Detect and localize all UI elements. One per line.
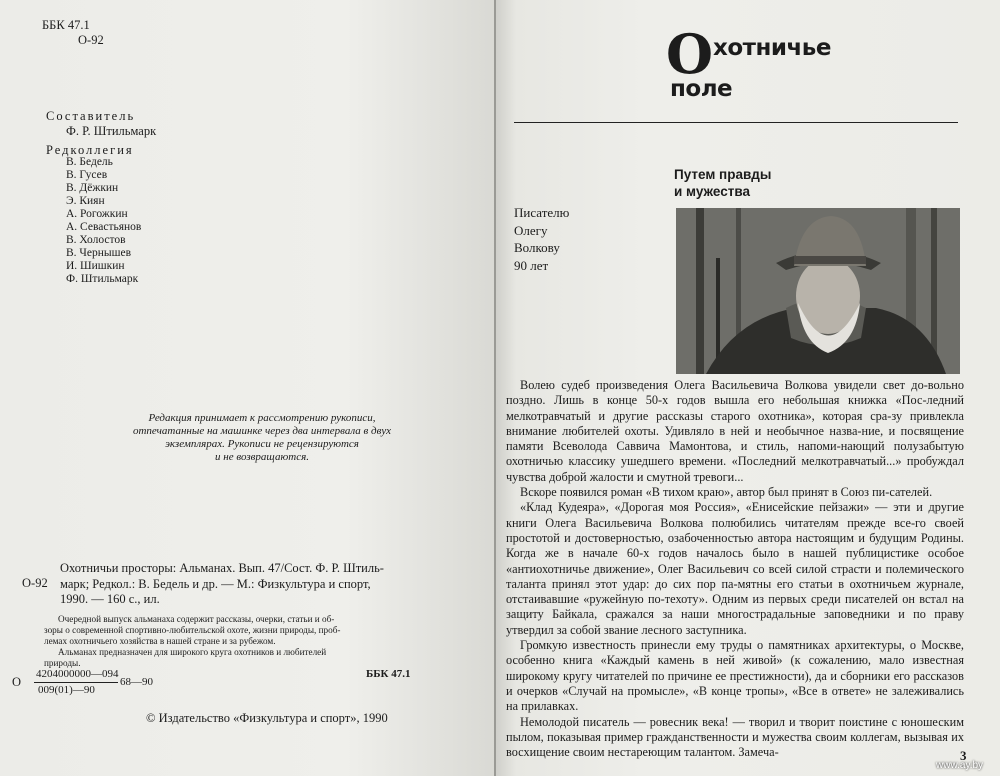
- copyright: © Издательство «Физкультура и спорт», 1990: [146, 711, 388, 725]
- board-member: В. Дёжкин: [66, 182, 119, 194]
- board-member: В. Бедель: [66, 156, 113, 168]
- title-rule: [514, 122, 958, 123]
- annotation-line: Очередной выпуск альманаха содержит рассказы, очерки, статьи и об-: [58, 614, 335, 624]
- board-member: И. Шишкин: [66, 260, 125, 272]
- author-photo: [676, 208, 960, 374]
- article-title-line: Путем правды: [674, 167, 772, 182]
- dedication-line: Олегу: [514, 222, 548, 238]
- portrait-illustration: [676, 208, 960, 374]
- section-title: [666, 22, 831, 86]
- title-initial: О: [666, 22, 714, 86]
- board-members: [66, 156, 141, 286]
- annotation-line: лемах охотничьего хозяйства в нашей стране и за рубежом.: [44, 636, 276, 646]
- index-top: 4204000000—094: [36, 668, 119, 680]
- annotation-line: природы.: [44, 658, 81, 668]
- board-member: В. Чернышев: [66, 247, 132, 259]
- page-number: 3: [960, 748, 967, 763]
- board-member: Ф. Штильмарк: [66, 273, 139, 285]
- index-bottom: 009(01)—90: [38, 684, 95, 696]
- article-paragraph: Вскоре появился роман «В тихом краю», автор был принят в Союз пи-сателей.: [520, 485, 933, 500]
- index-prefix: О: [12, 675, 22, 689]
- title-line2: поле: [670, 76, 733, 102]
- dedication-line: 90 лет: [514, 257, 549, 273]
- annotation-line: Альманах предназначен для широкого круга охотников и любителей: [58, 647, 327, 657]
- bib-code: О-92: [22, 576, 48, 590]
- annotation-line: зоры о современной спортивно-любительской охоте, жизни природы, проб-: [44, 625, 341, 635]
- index-num: 68—90: [120, 676, 153, 688]
- dedication: [514, 204, 569, 274]
- article-paragraph: Громкую известность принесли ему труды о памятниках архитектуры, о Москве, особенно книга «Каждый камень в ней живой» (к сожалению, мало известная широкому кругу читателей по причине ее престижности), да и сборники его рассказов и очерков «Случай на промысле», «В конце тропы», «Все в ответе» не залеживались на прилавках.: [506, 638, 964, 714]
- catalog-sub: О-92: [78, 33, 104, 47]
- dedication-line: Писателю: [514, 205, 570, 220]
- bbk-bottom: ББК 47.1: [366, 668, 411, 680]
- title-rest: хотничье: [713, 35, 831, 61]
- board-member: Э. Киян: [66, 195, 105, 207]
- board-heading: Редколлегия: [46, 143, 134, 157]
- bib-line: 1990. — 160 с., ил.: [60, 592, 160, 606]
- compiler-heading: Составитель: [46, 109, 136, 123]
- bib-line: Охотничьи просторы: Альманах. Вып. 47/Сост. Ф. Р. Штиль-: [60, 561, 384, 575]
- right-page: [496, 0, 1000, 776]
- article-paragraph: Немолодой писатель — ровесник века! — творил и творит поистине с юношеским пылом, показывая пример гражданственности и мужества своим коллегам, вызывая их восхищение своим нестареющим талантом. Замеча-: [506, 714, 964, 760]
- compiler-name: Ф. Р. Штильмарк: [66, 124, 157, 138]
- watermark: www.ay.by: [936, 760, 984, 771]
- dedication-line: Волкову: [514, 240, 560, 255]
- bib-line: марк; Редкол.: В. Бедель и др. — М.: Физкультура и спорт,: [60, 576, 371, 591]
- editorial-note: [112, 412, 412, 464]
- annotation: [44, 614, 340, 669]
- editorial-note-line: экземплярах. Рукописи не рецензируются: [165, 438, 359, 450]
- bib-record: [60, 561, 384, 608]
- editorial-note-line: и не возвращаются.: [215, 451, 309, 463]
- board-member: А. Севастьянов: [66, 221, 142, 233]
- board-member: В. Гусев: [66, 169, 108, 181]
- board-member: В. Холостов: [66, 234, 126, 246]
- article-title-line: и мужества: [674, 184, 751, 199]
- article-paragraph: Волею судеб произведения Олега Васильевича Волкова увидели свет до-вольно поздно. Лишь в конце 50-х годов вышла его небольшая книжка «Пос-ледний мелкотравчатый и другие рассказы старого охотника», которая сра-зу привлекла внимание любителей охоты. Удивляло в ней и необычное назва-ние, и посвящение памяти Всеволода Саввича Мамонтова, и стиль, напоми-нающий полузабытую охотничью классику ушедшего времени. «Последний мелкотравчатый...» пробуждал чувства доброй жалости и смутной тревоги...: [506, 378, 964, 484]
- index-fraction-line: [34, 682, 118, 683]
- board-member: А. Рогожкин: [66, 208, 128, 220]
- editorial-note-line: отпечатанные на машинке через два интервала в двух: [132, 425, 392, 437]
- editorial-note-line: Редакция принимает к рассмотрению рукописи,: [148, 412, 376, 424]
- article-paragraph: «Клад Кудеяра», «Дорогая моя Россия», «Енисейские пейзажи» — эти и другие книги Олега Васильевича Волкова полюбились читателям прежде все-го своей простотой и достоверностью, озабоченностью автора настоящим и будущим Родины. Когда же в начале 60-х годов началось было в нашей публицистике особое «антиохотничье движение», Олег Васильевич со всей силой страсти и полемического таланта принял этот удар: до сих пор па-мятны его статьи в охотничьем журнале, отстаивавшие «ружейную по-техоту». Одним из первых среди писателей он встал на защиту Байкала, сражался за наши многострадальные заповедники и по праву утвердил за собой звание лесного заступника.: [506, 500, 964, 637]
- article-title: [674, 166, 771, 200]
- catalog-code: ББК 47.1: [42, 18, 90, 32]
- article-body: [506, 378, 964, 760]
- left-page: [0, 0, 496, 776]
